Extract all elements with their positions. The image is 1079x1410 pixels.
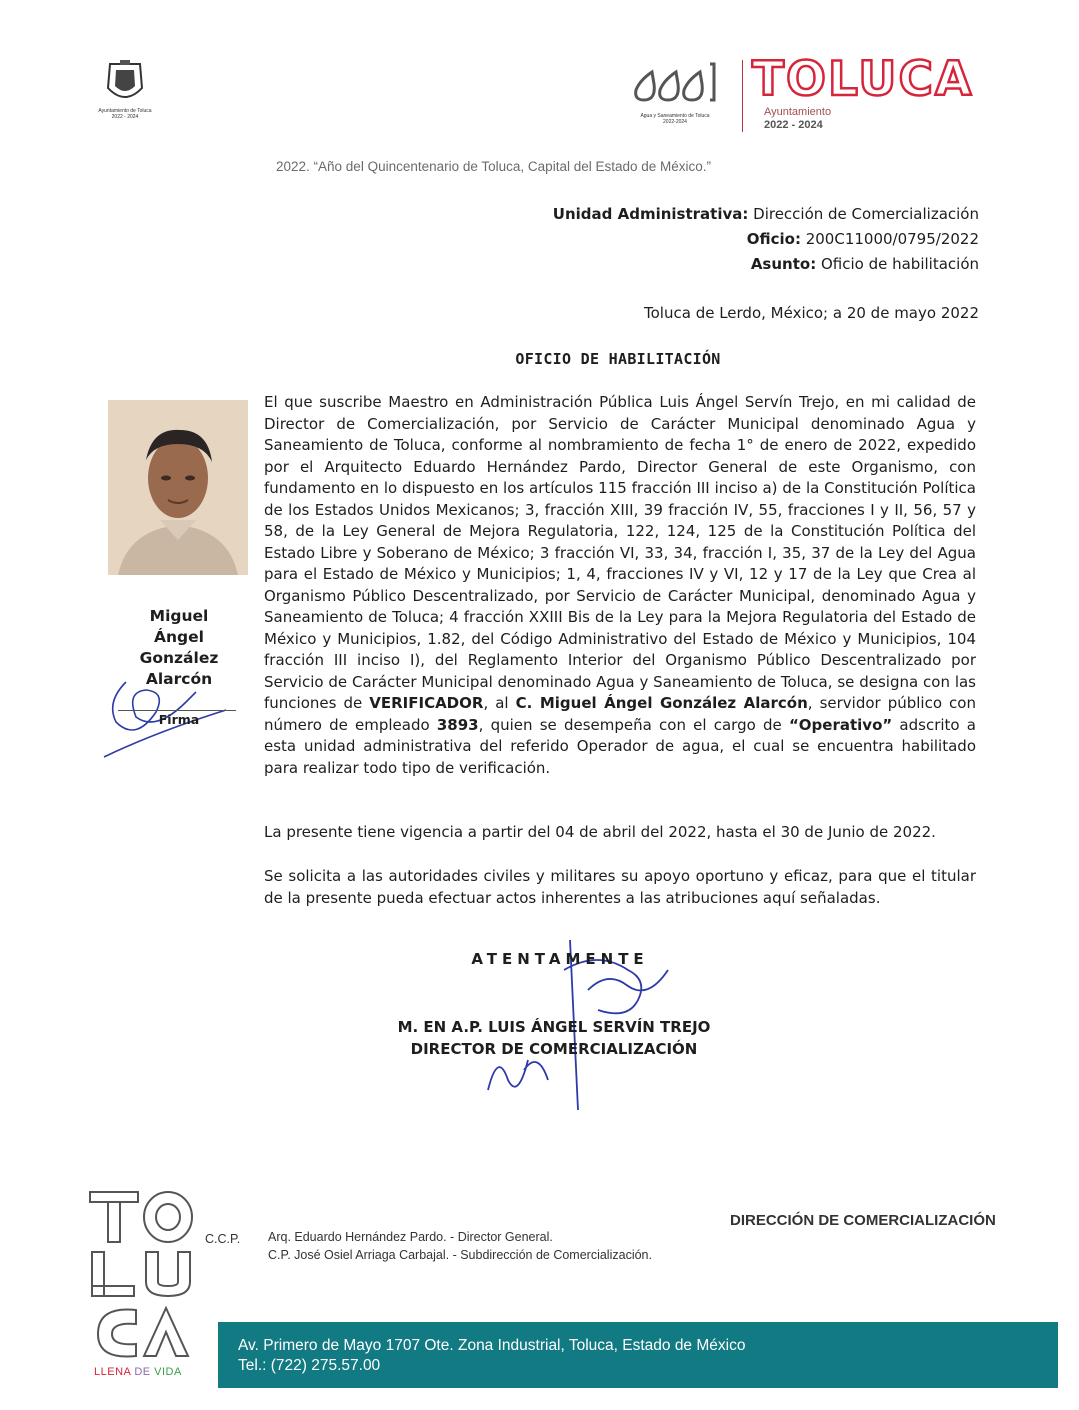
asunto-label: Asunto: [750, 255, 817, 273]
aguas-years: 2022-2024 [663, 119, 687, 125]
ayuntamiento-label: Ayuntamiento [764, 106, 832, 118]
toluca-wordmark: TOLUCA [752, 52, 974, 107]
ayuntamiento-years: 2022 - 2024 [764, 119, 823, 131]
toluca-block-logo [88, 1190, 198, 1390]
unidad-value: Dirección de Comercialización [748, 205, 979, 223]
toluca-brand [752, 54, 977, 134]
place-date: Toluca de Lerdo, México; a 20 de mayo 2022 [644, 304, 979, 322]
role-verificador: VERIFICADOR [369, 694, 484, 712]
request-paragraph: Se solicita a las autoridades civiles y militares su apoyo oportuno y eficaz, para que el titular de la presente pueda efectuar actos inherentes a las atribuciones aquí señaladas. [264, 867, 976, 907]
unidad-label: Unidad Administrativa: [552, 205, 749, 223]
employee-name-line: González [139, 649, 219, 667]
de-word: DE [134, 1366, 151, 1378]
signer-title: DIRECTOR DE COMERCIALIZACIÓN [410, 1040, 698, 1058]
ccp-recipient: Arq. Eduardo Hernández Pardo. - Director General. [268, 1230, 553, 1244]
employee-photo [108, 400, 248, 575]
body-text-part: , quien se desempeña con el cargo de [478, 715, 789, 734]
footer-address: Av. Primero de Mayo 1707 Ote. Zona Industrial, Toluca, Estado de México [238, 1337, 746, 1354]
body-text-part: El que suscribe Maestro en Administración Pública Luis Ángel Servín Trejo, en mi calidad de Director de Comercialización, por Servicio de Carácter Municipal denominado Agua y Saneamiento de Toluca, conforme al nombramiento de fecha 1° de enero de 2022, expedido por el Arquitecto Eduardo Hernández Pardo, Director General de este Organismo, con fundamento en lo dispuesto en los artículos 115 fracción III inciso a) de la Constitución Política de los Estados Unidos Mexicanos; 3, fracción XIII, 39 fracción IV, 55, fracciones I y II, 56, 57 y 58, de la Ley General de Mejora Regulatoria, 122, 124, 125 de la Constitución Política del Estado Libre y Soberano de México; 3 fracción VI, 33, 34, fracción I, 35, 37 de la Ley del Agua para el Estado de México y Municipios; 1, 4, fracciones IV y VI, 12 y 17 de la Ley que Crea al Organismo Público Descentralizado, por Servicio de Carácter Municipal, denominado Agua y Saneamiento de Toluca; 4 fracción XXIII Bis de la Ley para la Mejora Regulatoria del Estado de México y Municipios, 1.82, del Código Administrativo del Estado de México y Municipios, 104 fracción III inciso I), del Reglamento Interior del Organismo Público Descentralizado por Servicio de Carácter Municipal denominado Agua y Saneamiento de Toluca, se designa con las funciones de [264, 393, 976, 712]
employee-portrait-icon [108, 400, 248, 575]
footer-phone: Tel.: (722) 275.57.00 [238, 1357, 381, 1374]
validity-paragraph: La presente tiene vigencia a partir del 04 de abril del 2022, hasta el 30 de Junio de 2022. [264, 823, 936, 841]
employee-name-line: Miguel [149, 607, 209, 625]
toluca-block-letters-icon [88, 1190, 198, 1360]
llena-word: LLENA [94, 1366, 131, 1378]
ayuntamiento-logo [80, 58, 170, 138]
oficio-label: Oficio: [746, 230, 801, 248]
header-divider [742, 60, 743, 132]
employee-name-line: Alarcón [145, 670, 213, 688]
water-drops-icon [630, 60, 720, 108]
unidad-line [553, 205, 979, 223]
asunto-line [751, 255, 979, 273]
document-title: OFICIO DE HABILITACIÓN [515, 350, 721, 368]
body-text-part: , al [483, 694, 516, 712]
signer-name: M. EN A.P. LUIS ÁNGEL SERVÍN TREJO [397, 1018, 711, 1036]
aguas-logo [620, 60, 730, 135]
employee-name-bold: C. Miguel Ángel González Alarcón [515, 694, 808, 712]
body-text-part: adscrito a esta unidad administrativa del referido Operador de agua, el cual se encuentra habilitado para realizar todo tipo de verificación. [264, 715, 976, 777]
asunto-value: Oficio de habilitación [816, 255, 979, 273]
coat-of-arms-icon [102, 58, 148, 108]
vida-word: VIDA [154, 1366, 182, 1378]
ccp-label: C.C.P. [205, 1232, 241, 1246]
body-paragraph [264, 392, 976, 779]
footer-address-band [218, 1322, 1058, 1388]
signature-label: Firma [158, 712, 200, 727]
year-slogan: 2022. “Año del Quincentenario de Toluca, Capital del Estado de México.” [276, 159, 712, 174]
left-logo-years: 2022 - 2024 [111, 114, 139, 120]
employee-name-line: Ángel [154, 628, 204, 646]
body-text-part: , servidor público con número de empleado [264, 694, 976, 734]
atentamente: ATENTAMENTE [471, 950, 649, 968]
ccp-recipient: C.P. José Osiel Arriaga Carbajal. - Subdirección de Comercialización. [268, 1248, 652, 1262]
signature-line [118, 710, 236, 711]
signer-block [0, 1016, 1079, 1060]
footer-department: DIRECCIÓN DE COMERCIALIZACIÓN [730, 1212, 996, 1229]
left-logo-caption: Ayuntamiento de Toluca [98, 108, 152, 114]
employee-role: “Operativo” [788, 715, 893, 734]
aguas-caption: Agua y Saneamiento de Toluca [640, 113, 710, 119]
oficio-value: 200C11000/0795/2022 [800, 230, 979, 248]
employee-number: 3893 [436, 715, 479, 734]
oficio-line [747, 230, 979, 248]
llena-de-vida [94, 1366, 182, 1378]
